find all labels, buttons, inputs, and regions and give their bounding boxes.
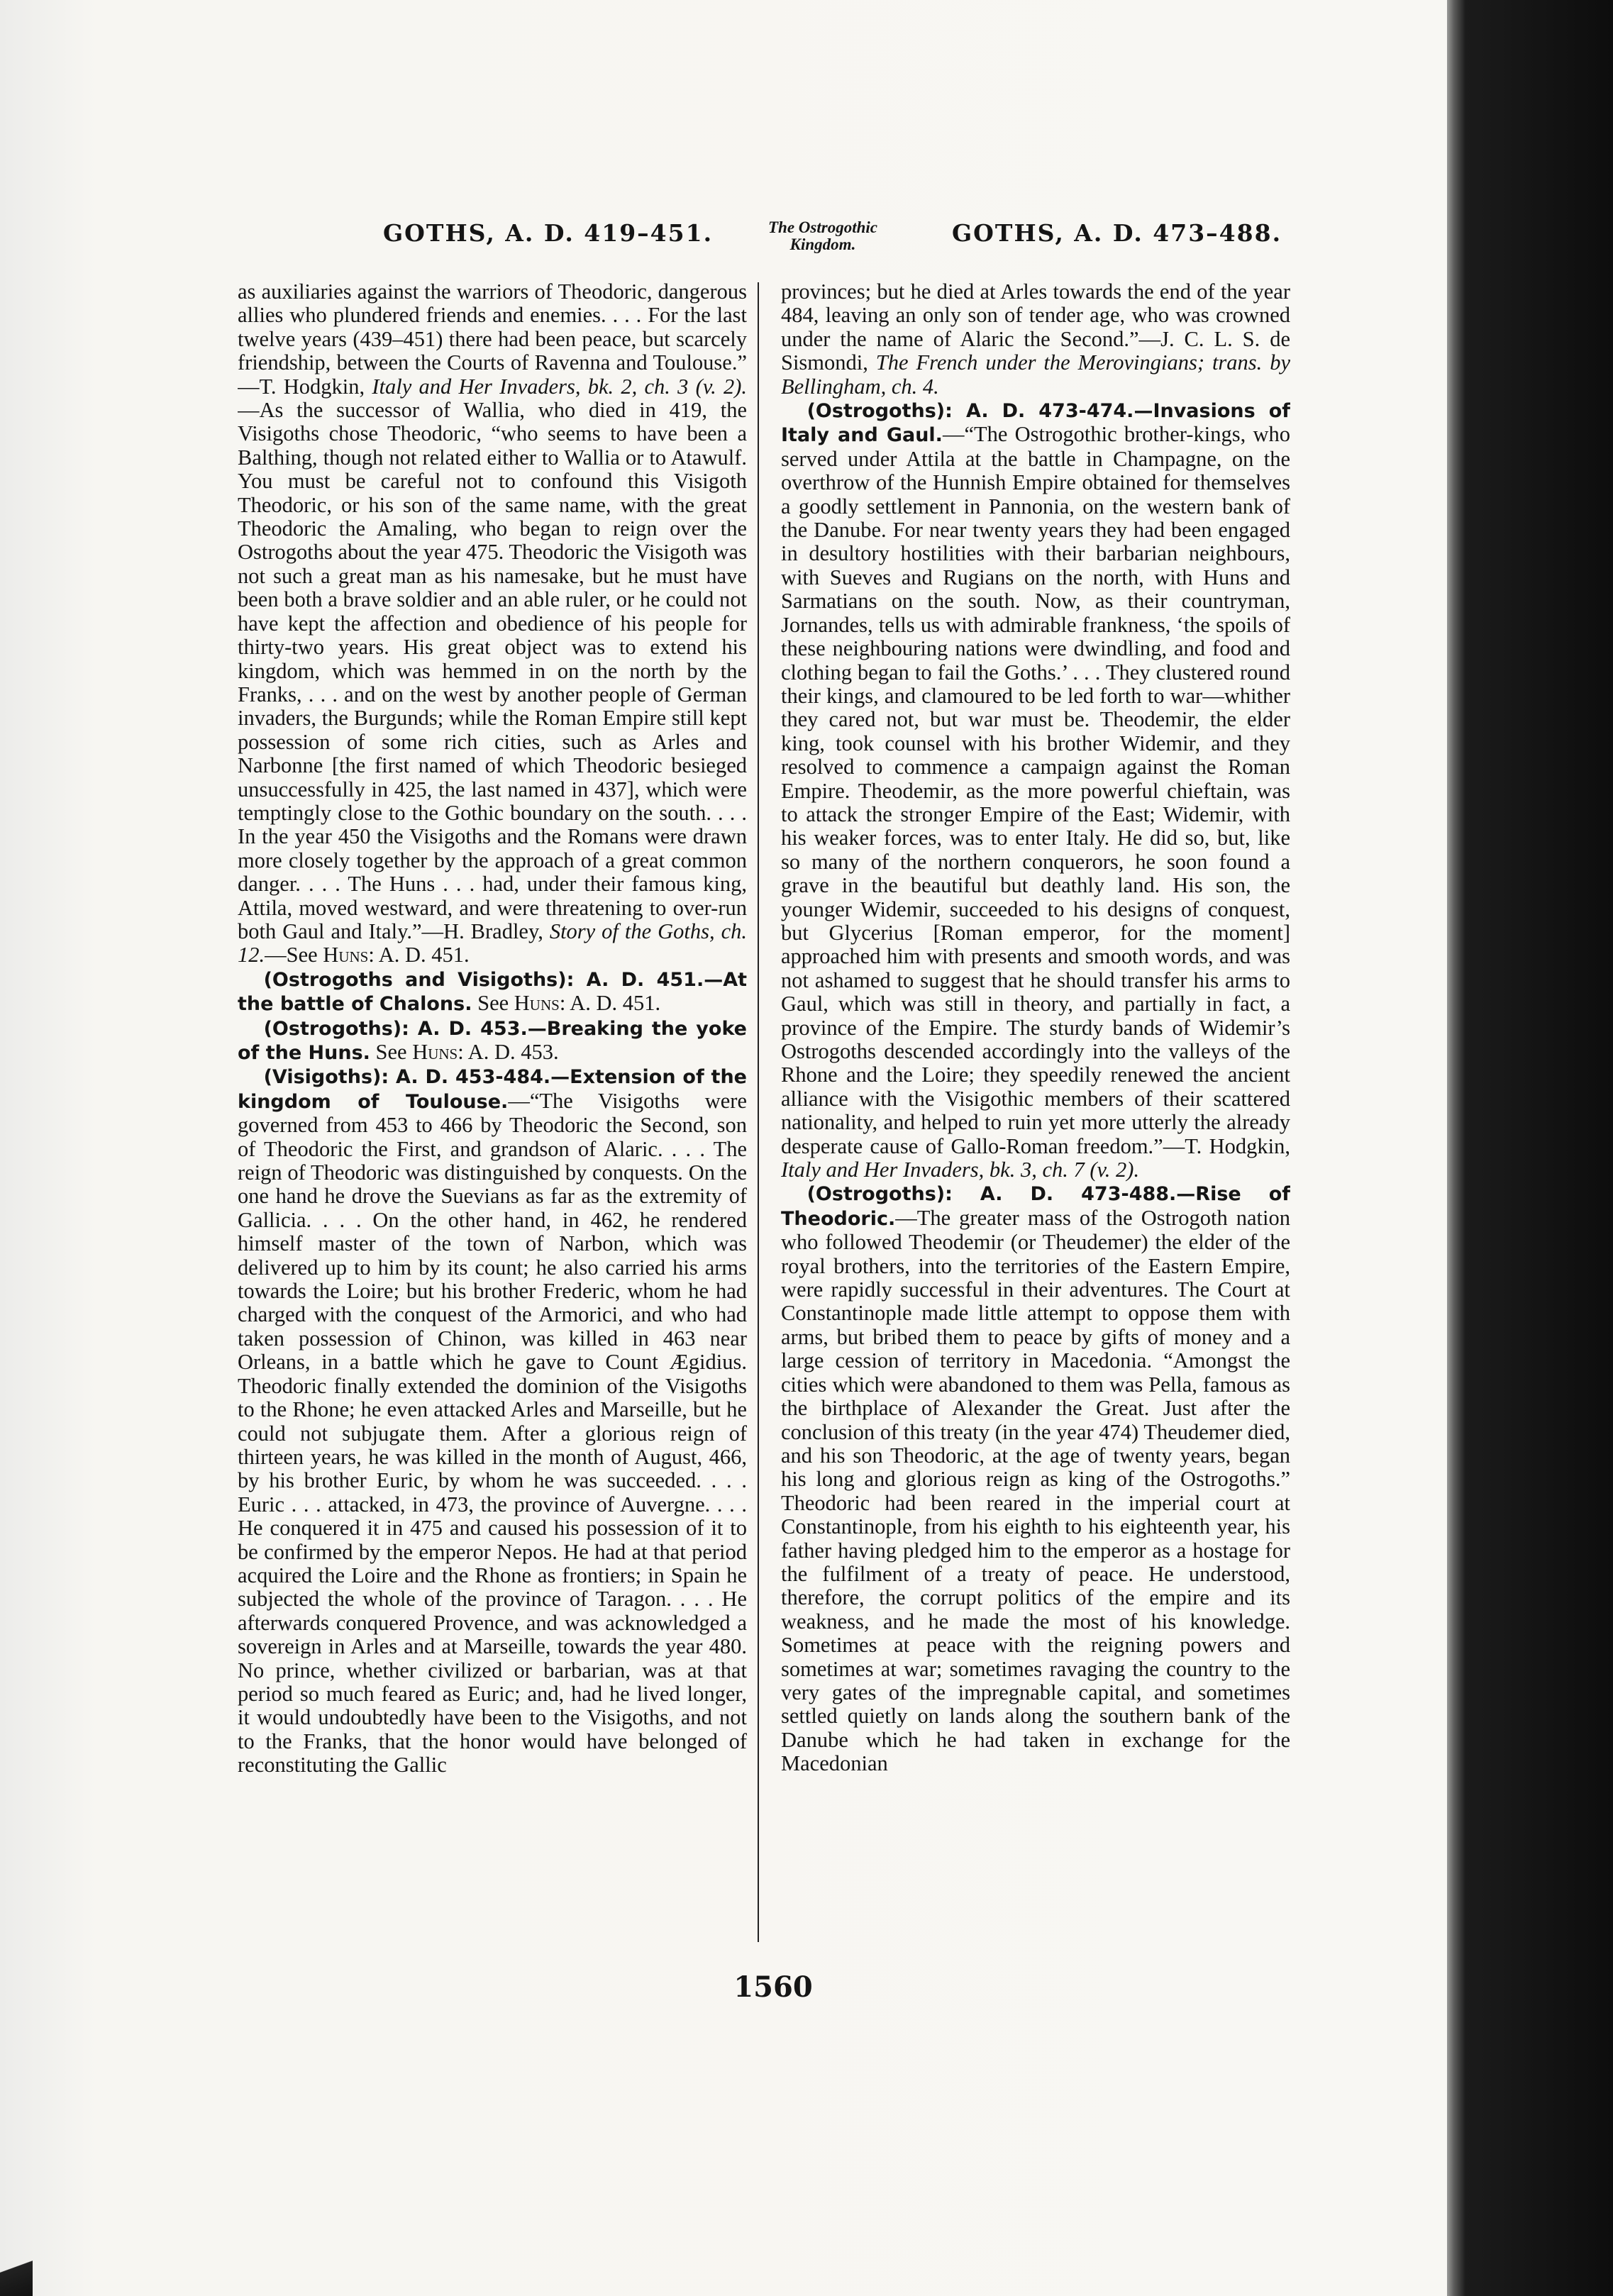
body-text: —“The Ostrogothic brother-kings, who served under Attila at the battle in Champagne, on the overthrow of the Hunnish Empire obtained for themselves a goodly settlement in Pannonia, on the western bank of the Danube. For near twenty years they had been engaged in desultory hostilities with their barbarian neighbours, with Sueves and Rugians on the north, with Huns and Sarmatians on the south. Now, as their countryman, Jornandes, tells us with admirable frankness, ‘the spoils of these neighbouring nations were dwindling, and food and clothing began to fail the Goths.’ . . . They clustered round their kings, and clamoured to be led forth to war—whither they cared not, but war must be. Theodemir, the elder king, took counsel with his brother Widemir, and they resolved to commence a campaign against the Roman Empire. Theodemir, as the more powerful chieftain, was to attack the stronger Empire of the East; Widemir, with his weaker forces, was to enter Italy. He did so, but, like so many of the northern conquerors, he soon found a grave in the beautiful but deathly land. His son, the younger Widemir, succeeded to his designs of conquest, but Glycerius [Roman emperor, for the moment] approached him with presents and smooth words, and was not ashamed to suggest that he should transfer his arms to Gaul, which was still in theory, and partially in fact, a province of the Empire. The sturdy bands of Widemir’s Ostrogoths descended accordingly into the valleys of the Rhone and the Loire; they speedily renewed the ancient alliance with the Visigothic members of their scattered nationality, and helped to ruin yet more utterly the already desperate cause of Gallo-Roman freedom.”—T. Hodgkin,: [781, 422, 1290, 1158]
scan-border: [1447, 0, 1613, 2296]
cross-reference: Huns: [412, 1040, 458, 1064]
page-number: 1560: [733, 1970, 813, 2004]
body-text: —See: [265, 943, 323, 967]
header-center-line2: Kingdom.: [789, 235, 856, 253]
header-right: GOTHS, A. D. 473–488.: [952, 219, 1282, 247]
body-text: : A. D. 451.: [559, 991, 661, 1016]
header-center: [731, 219, 915, 253]
body-text: See: [370, 1040, 413, 1064]
scan-corner: [0, 2248, 33, 2296]
body-text: provinces; but he died at Arles towards the end of the year 484, leaving an only son of tender age, who was crowned under the name of Alaric the Second.”—J. C. L. S. de Sismondi,: [781, 280, 1290, 375]
cross-reference: Huns: [323, 943, 369, 967]
entry: [238, 967, 747, 1016]
body-text: See: [472, 991, 514, 1016]
body-text: as auxiliaries against the warriors of Theodoric, dangerous allies who plundered friends and enemies. . . . For the last twelve years (439–451) there had been peace, but scarcely friendship, between the Courts of Ravenna and Toulouse.” —T. Hodgkin,: [238, 280, 747, 399]
running-header: [234, 215, 1282, 272]
citation: Italy and Her Invaders, bk. 3, ch. 7 (v. 2).: [781, 1158, 1140, 1182]
left-column: [238, 280, 747, 1947]
citation: Italy and Her Invaders, bk. 2, ch. 3 (v. 2).: [372, 374, 747, 399]
body-text: : A. D. 451.: [368, 943, 470, 967]
body-text: : A. D. 453.: [458, 1040, 559, 1064]
right-column: [781, 280, 1290, 1947]
entry-heading: (Ostrogoths): A. D. 453.—Breaking the yoke of the Huns.: [238, 1017, 747, 1064]
column-rule: [758, 282, 759, 1942]
entry-heading: (Visigoths): A. D. 453-484.—Extension of the kingdom of Toulouse.: [238, 1066, 747, 1113]
body-text: —As the successor of Wallia, who died in 419, the Visigoths chose Theodoric, “who seems to have been a Balthing, though not related either to Wallia or to Atawulf. You must be careful not to confound this Visigoth Theodoric, or his son of the same name, with the great Theodoric the Amaling, who began to reign over the Ostrogoths about the year 475. Theodoric the Visigoth was not such a great man as his namesake, but he must have been both a brave soldier and an able ruler, or he could not have kept the affection and obedience of his people for thirty-two years. His great object was to extend his kingdom, which was hemmed in on the north by the Franks, . . . and on the west by another people of German invaders, the Burgunds; while the Roman Empire still kept possession of some rich cities, such as Arles and Narbonne [the first named of which Theodoric besieged unsuccessfully in 425, the last named in 437], which were temptingly close to the Gothic boundary on the south. . . . In the year 450 the Visigoths and the Romans were drawn more closely together by the approach of a great common danger. . . . The Huns . . . had, under their famous king, Attila, moved westward, and were threatening to over-run both Gaul and Italy.”—H. Bradley,: [238, 398, 747, 943]
header-left: GOTHS, A. D. 419–451.: [383, 219, 714, 247]
entry-heading: (Ostrogoths): A. D. 473-474.—Invasions of Italy and Gaul.: [781, 400, 1290, 447]
body-text: —The greater mass of the Ostrogoth nation who followed Theodemir (or Theudemer) the elder of the royal brothers, into the territories of the Eastern Empire, were rapidly successful in their adventures. The Court at Constantinople made little attempt to oppose them with arms, but bribed them to peace by gifts of money and a large cession of territory in Macedonia. “Amongst the cities which were abandoned to them was Pella, famous as the birthplace of Alexander the Great. Just after the conclusion of this treaty (in the year 474) Theudemer died, and his son Theodoric, at the age of twenty years, began his long and glorious reign as king of the Ostrogoths.” Theodoric had been reared in the imperial court at Constantinople, from his eighth to his eighteenth year, his father having pledged him to the emperor as a hostage for the fulfilment of a treaty of peace. He understood, therefore, the corrupt politics of the empire and its weakness, and he made the most of his knowledge. Sometimes at peace with the reigning powers and sometimes at war; sometimes ravaging the country to the very gates of the impregnable capital, and sometimes settled quietly on lands along the southern bank of the Danube which he had taken in exchange for the Macedonian: [781, 1205, 1290, 1776]
entry-heading: (Ostrogoths and Visigoths): A. D. 451.—At the battle of Chalons.: [238, 968, 747, 1016]
entry: [781, 1182, 1290, 1775]
entry: [781, 399, 1290, 1182]
entry: [238, 1065, 747, 1777]
header-center-line1: The Ostrogothic: [768, 218, 877, 236]
paragraph: [781, 280, 1290, 399]
entry: [238, 1016, 747, 1065]
cross-reference: Huns: [514, 991, 560, 1016]
entry-heading: (Ostrogoths): A. D. 473-488.—Rise of Theodoric.: [781, 1183, 1290, 1230]
citation: The French under the Merovingians; trans. by Bellingham, ch. 4.: [781, 350, 1290, 399]
body-text: —“The Visigoths were governed from 453 to 466 by Theodoric the Second, son of Theodoric the First, and grandson of Alaric. . . . The reign of Theodoric was distinguished by conquests. On the one hand he drove the Suevians as far as the extremity of Gallicia. . . . On the other hand, in 462, he rendered himself master of the town of Narbon, which was delivered up to him by its count; he also carried his arms towards the Loire; but his brother Frederic, whom he had charged with the conquest of the Armorici, and who had taken possession of Chinon, was killed in 463 near Orleans, in a battle which he gave to Count Ægidius. Theodoric finally extended the dominion of the Visigoths to the Rhone; he even attacked Arles and Marseille, but he could not subjugate them. After a glorious reign of thirteen years, he was killed in the month of August, 466, by his brother Euric, by whom he was succeeded. . . . Euric . . . attacked, in 473, the province of Auvergne. . . . He conquered it in 475 and caused his possession of it to be confirmed by the emperor Nepos. He had at that period acquired the Loire and the Rhone as frontiers; in Spain he subjected the whole of the province of Taragon. . . . He afterwards conquered Provence, and was acknowledged a sovereign in Arles and at Marseille, towards the year 480. No prince, whether civilized or barbarian, was at that period so much feared as Euric; and, had he lived longer, it would undoubtedly have been to the Visigoths, and not to the Franks, that the honor would have belonged of reconstituting the Gallic: [238, 1088, 747, 1778]
citation: Story of the Goths, ch. 12.: [238, 919, 747, 967]
paragraph: [238, 280, 747, 967]
